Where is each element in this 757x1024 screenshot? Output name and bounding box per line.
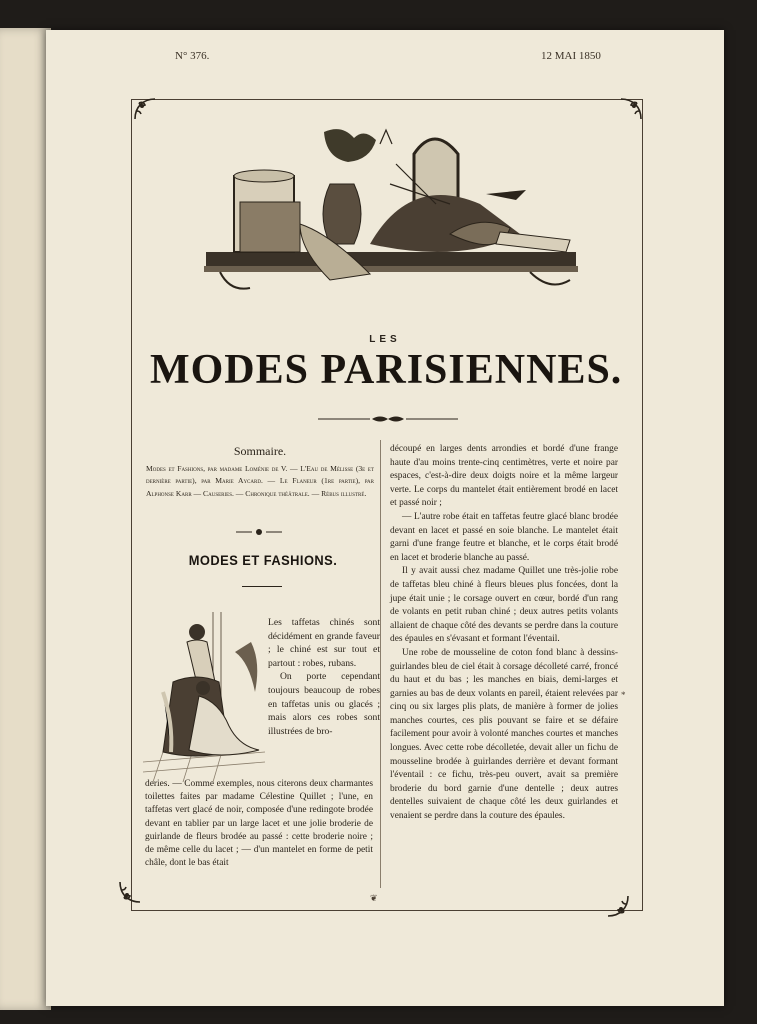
- masthead-les: LES: [369, 334, 401, 345]
- masthead-title: MODES PARISIENNES.: [150, 347, 623, 393]
- issue-number: N° 376.: [175, 50, 210, 62]
- issue-date: 12 MAI 1850: [541, 50, 601, 62]
- summary-rule-ornament-icon: [236, 523, 282, 531]
- column-divider: [380, 440, 381, 888]
- para2-continued: deries. — Comme exemples, nous citerons deux charmantes toilettes faites par madame Célestine Quillet ; l'une, en taffetas vert glacé de noir, composée d'une redingote brodée devant en tablier par un large lacet et une jolie broderie de guirlande de fleurs brodée au passé : cette broderie noire ; de même celle du lacet ; — d'un mantelet en forme de petit châle, dont le bas était: [145, 779, 373, 869]
- right-para-3: Il y avait aussi chez madame Quillet une très-jolie robe de taffetas bleu chiné à fleurs bleues plus foncées, dont la jupe était unie ; le corsage ouvert en cœur, bordé d'un rang de volants en petit ruban chiné ; deux autres petits volants allaient de chaque côté des devants se perdre dans la couture des épaules en s'évasant et formant l'éventail.: [390, 566, 618, 645]
- corner-ornament-top-right-icon: [619, 97, 643, 121]
- left-column-continuation: [145, 778, 373, 870]
- margin-star-icon: *: [621, 690, 626, 700]
- two-women-engraving: [143, 612, 265, 782]
- summary-heading: Sommaire.: [233, 444, 287, 458]
- lead-paragraph-beside-illustration: [268, 616, 380, 738]
- title-rule-ornament-icon: [318, 410, 458, 418]
- lead-text: Les taffetas chinés sont décidément en grande faveur ; le chiné est sur tout et partout : robes, rubans.: [268, 617, 380, 669]
- right-para-4: Une robe de mousseline de coton fond blanc à dessins-guirlandes bleu de ciel était à corsage décolleté carré, froncé du haut et du bas ; les manches en biais, demi-larges et garnies au bas de deux volants en pareil, étaient relevées par cinq ou six larges plis plats, de manière à former de jolies manches courtes, ces plis pouvant se faire et se défaire facilement pour avoir à volonté manches courtes et manches longues. Avec cette robe décolletée, devait aller un fichu de mousseline brodée à guirlandes derrière et devant formant l'éventail : ce fichu, très-peu ouvert, avait sa première broderie du bord garnie d'une dentelle ; deux autres dentelles suivaient de chaque côté les deux guirlandes et venaient se perdre dans la couture des épaules.: [390, 647, 618, 822]
- section-title: MODES ET FASHIONS.: [188, 552, 338, 568]
- still-life-engraving: [200, 124, 580, 306]
- section-rule: [242, 586, 282, 587]
- para2-beside: On porte cependant toujours beaucoup de robes en taffetas unis ou glacés ; mais alors ces robes sont illustrées de bro-: [268, 671, 380, 737]
- footer-ornament-icon: ❦: [370, 893, 378, 903]
- corner-ornament-bottom-right-icon: [606, 894, 630, 918]
- right-para-2: — L'autre robe était en taffetas feutre glacé blanc brodée devant en lacet et passé en soie blanche. Le mantelet était garni d'une frange feutre et blanche, et le corps était brodé en lacet et broderie blanche au passé.: [390, 511, 618, 563]
- right-para-1: découpé en larges dents arrondies et bordé d'une frange haute d'au moins trente-cinq centimètres, verte et noire par espaces, c'est-à-dire deux doigts noire et la même largeur verte. Le corps du mantelet était entièrement brodé en lacet et passé noir ;: [390, 444, 618, 509]
- summary-text: Modes et Fashions, par madame Loménie de V. — L'Eau de Mélisse (3e et dernière partie), par Marie Aycard. — Le Flaneur (1re partie), par Alphonse Karr — Causeries. — Chronique théâtrale. — Rébus illustré.: [146, 464, 374, 498]
- corner-ornament-top-left-icon: [133, 97, 157, 121]
- book-spine: [0, 28, 51, 1010]
- right-column: [390, 443, 618, 824]
- corner-ornament-bottom-left-icon: [118, 880, 142, 904]
